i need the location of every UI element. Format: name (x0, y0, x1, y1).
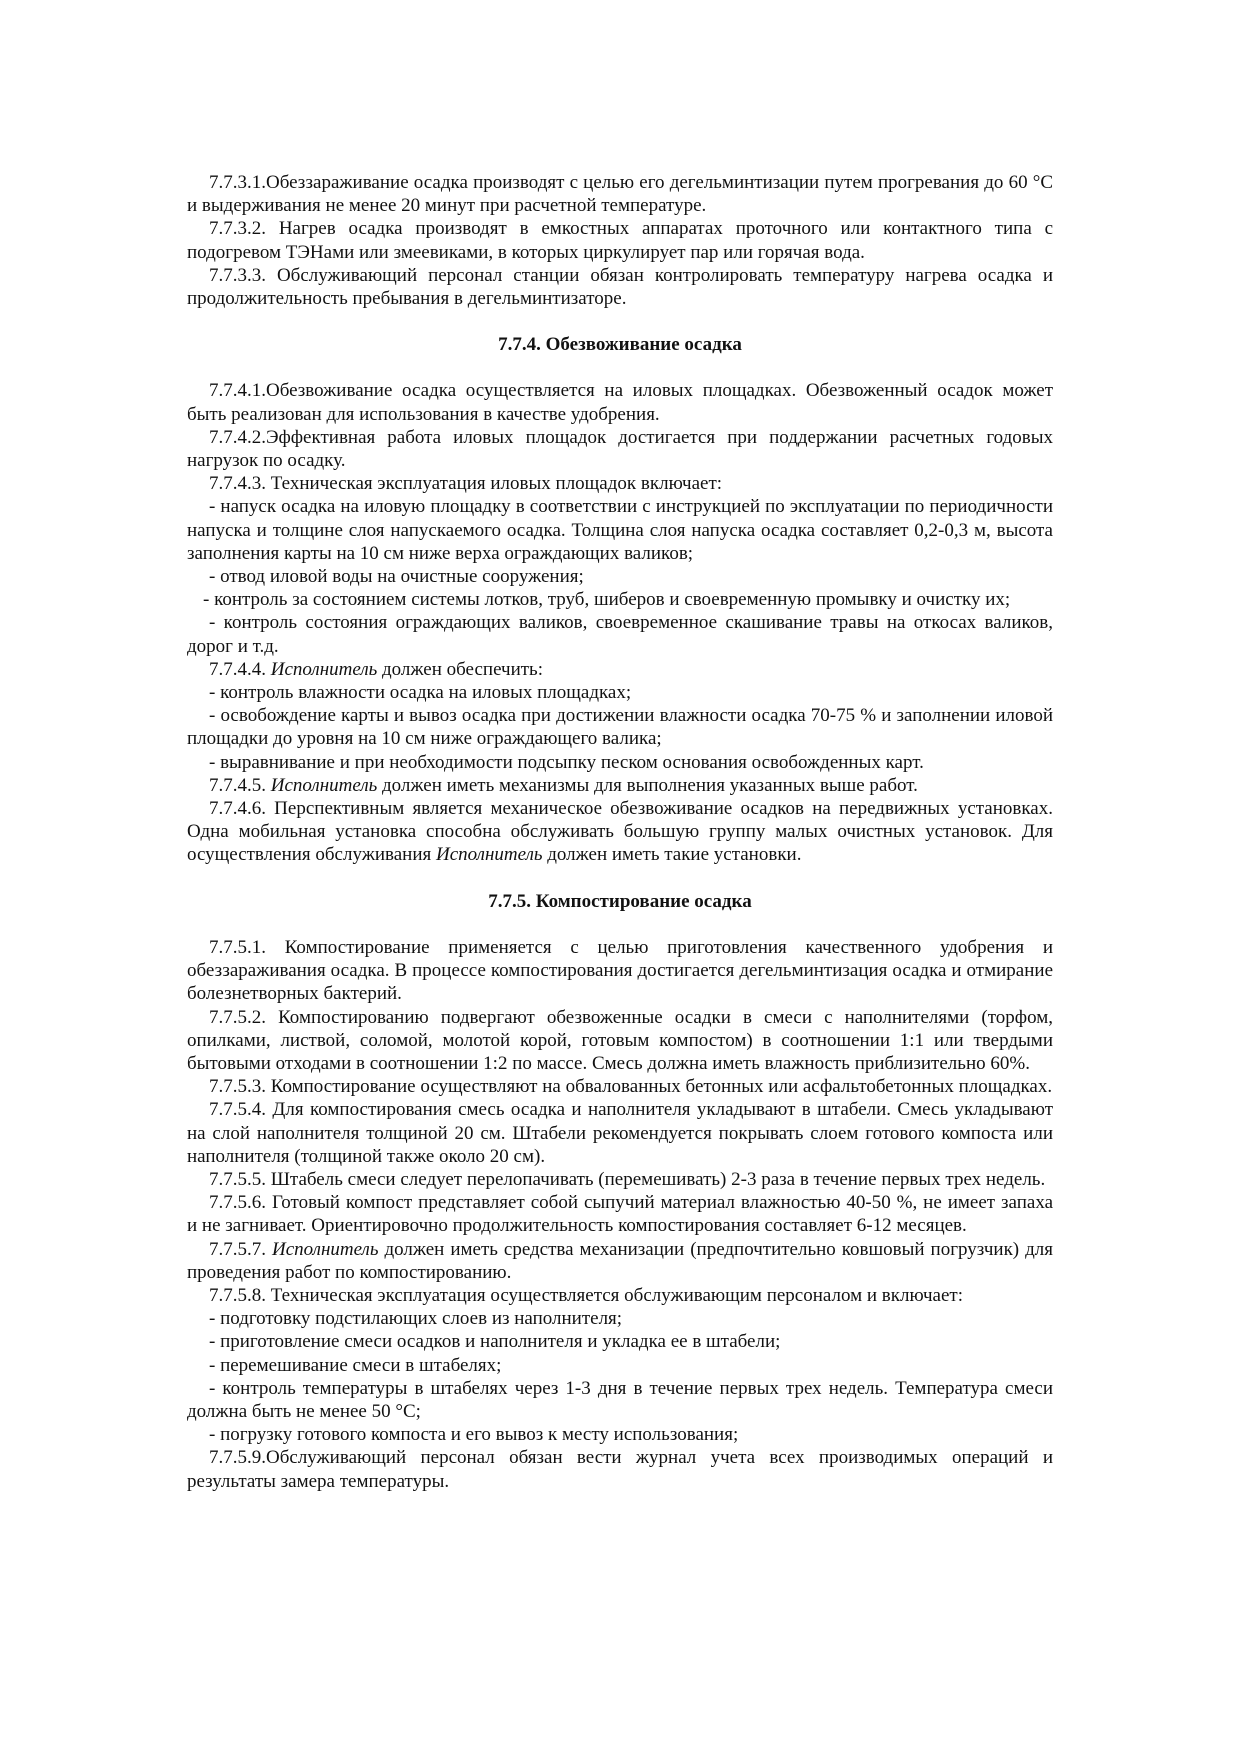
spacer (187, 310, 1053, 333)
list-item: - освобождение карты и вывоз осадка при достижении влажности осадка 70-75 % и заполнении иловой площадки до уровня на 10 см ниже ограждающего валика; (187, 705, 1053, 750)
list-item: - контроль состояния ограждающих валиков, своевременное скашивание травы на откосах валиков, дорог и т.д. (187, 612, 1053, 657)
spacer (187, 356, 1053, 379)
paragraph-7-7-5-3: 7.7.5.3. Компостирование осуществляют на обвалованных бетонных или асфальтобетонных площадках. (209, 1076, 1053, 1098)
list-item: - выравнивание и при необходимости подсыпку песком основания освобожденных карт. (209, 751, 924, 773)
paragraph-7-7-4-6 (187, 797, 1053, 867)
list-item: - контроль температуры в штабелях через 1-3 дня в течение первых трех недель. Температура смеси должна быть не менее 50 °С; (187, 1377, 1053, 1422)
paragraph-7-7-4-3: 7.7.4.3. Техническая эксплуатация иловых площадок включает: (209, 473, 723, 495)
paragraph-7-7-3-2: 7.7.3.2. Нагрев осадка производят в емкостных аппаратах проточного или контактного типа с подогревом ТЭНами или змеевиками, в которых циркулирует пар или горячая вода. (187, 218, 1053, 263)
paragraph-7-7-5-7 (187, 1238, 1053, 1284)
spacer (187, 867, 1053, 890)
list-item: - погрузку готового компоста и его вывоз к месту использования; (209, 1424, 739, 1446)
paragraph-number: 7.7.5.7. (209, 1238, 272, 1260)
paragraph-7-7-4-1: 7.7.4.1.Обезвоживание осадка осуществляется на иловых площадках. Обезвоженный осадок может быть реализован для использования в качестве удобрения. (187, 380, 1053, 425)
paragraph-7-7-3-3: 7.7.3.3. Обслуживающий персонал станции обязан контролировать температуру нагрева осадка и продолжительность пребывания в дегельминтизаторе. (187, 264, 1053, 310)
executor-term: Исполнитель (271, 1238, 379, 1260)
paragraph-text: должен иметь такие установки. (542, 844, 802, 866)
executor-term: Исполнитель (270, 774, 378, 796)
paragraph-text: должен иметь механизмы для выполнения указанных выше работ. (377, 774, 918, 796)
paragraph-text: 7.7.4.6. Перспективным является механическое обезвоживание осадков на передвижных установках. Одна мобильная установка способна обслуживать большую группу малых очистных установок. Для осуществления обслуживания (187, 798, 1053, 866)
paragraph-7-7-5-9: 7.7.5.9.Обслуживающий персонал обязан вести журнал учета всех производимых операций и результаты замера температуры. (187, 1447, 1053, 1492)
paragraph-7-7-5-4: 7.7.5.4. Для компостирования смесь осадка и наполнителя укладывают в штабели. Смесь укладывают на слой наполнителя толщиной 20 см. Штабели рекомендуется покрывать слоем готового компоста или наполнителя (толщиной также около 20 см). (187, 1099, 1053, 1167)
section-heading-7-7-4: 7.7.4. Обезвоживание осадка (498, 334, 742, 356)
paragraph-7-7-5-2: 7.7.5.2. Компостированию подвергают обезвоженные осадки в смеси с наполнителями (торфом, опилками, листвой, соломой, молотой корой, готовым компостом) в соотношении 1:1 или твердыми бытовыми отходами в соотношении 1:2 по массе. Смесь должна иметь влажность приблизительно 60%. (187, 1006, 1053, 1074)
paragraph-text: должен иметь средства механизации (предпочтительно ковшовый погрузчик) для проведения работ по компостированию. (187, 1238, 1054, 1283)
paragraph-text: должен обеспечить: (377, 658, 543, 680)
paragraph-7-7-3-1: 7.7.3.1.Обеззараживание осадка производят с целью его дегельминтизации путем прогревания до 60 °С и выдерживания не менее 20 минут при расчетной температуре. (187, 172, 1053, 217)
paragraph-number: 7.7.4.5. (209, 774, 271, 796)
paragraph-7-7-5-8: 7.7.5.8. Техническая эксплуатация осуществляется обслуживающим персоналом и включает: (209, 1284, 963, 1306)
section-heading-7-7-5: 7.7.5. Компостирование осадка (488, 890, 752, 912)
paragraph-number: 7.7.4.4. (209, 658, 271, 680)
list-item: - подготовку подстилающих слоев из наполнителя; (209, 1308, 623, 1330)
document-page (187, 171, 1053, 1493)
paragraph-7-7-4-2: 7.7.4.2.Эффективная работа иловых площадок достигается при поддержании расчетных годовых нагрузок по осадку. (187, 426, 1053, 472)
spacer (187, 913, 1053, 936)
list-item: - контроль влажности осадка на иловых площадках; (209, 682, 632, 704)
paragraph-7-7-5-5: 7.7.5.5. Штабель смеси следует перелопачивать (перемешивать) 2-3 раза в течение первых трех недель. (209, 1168, 1046, 1190)
list-item-text: - контроль за состоянием системы лотков, труб, шиберов и своевременную промывку и очистку их; (203, 589, 1011, 611)
executor-term: Исполнитель (270, 658, 378, 680)
list-item (187, 588, 1053, 611)
paragraph-7-7-5-6: 7.7.5.6. Готовый компост представляет собой сыпучий материал влажностью 40-50 %, не имеет запаха и не загнивает. Ориентировочно продолжительность компостирования составляет 6-12 месяцев. (187, 1192, 1053, 1237)
paragraph-7-7-4-4 (187, 658, 1053, 681)
paragraph-7-7-4-5 (187, 774, 1053, 797)
paragraph-7-7-5-1: 7.7.5.1. Компостирование применяется с целью приготовления качественного удобрения и обеззараживания осадка. В процессе компостирования достигается дегельминтизация осадка и отмирание болезнетворных бактерий. (187, 936, 1053, 1005)
list-item: - приготовление смеси осадков и наполнителя и укладка ее в штабели; (209, 1331, 781, 1353)
executor-term: Исполнитель (436, 844, 543, 866)
list-item: - отвод иловой воды на очистные сооружения; (209, 566, 584, 588)
list-item: - напуск осадка на иловую площадку в соответствии с инструкцией по эксплуатации по периодичности напуска и толщине слоя напускаемого осадка. Толщина слоя напуска осадка составляет 0,2-0,3 м, высота заполнения карты на 10 см ниже верха ограждающих валиков; (187, 496, 1053, 564)
list-item: - перемешивание смеси в штабелях; (209, 1354, 502, 1376)
